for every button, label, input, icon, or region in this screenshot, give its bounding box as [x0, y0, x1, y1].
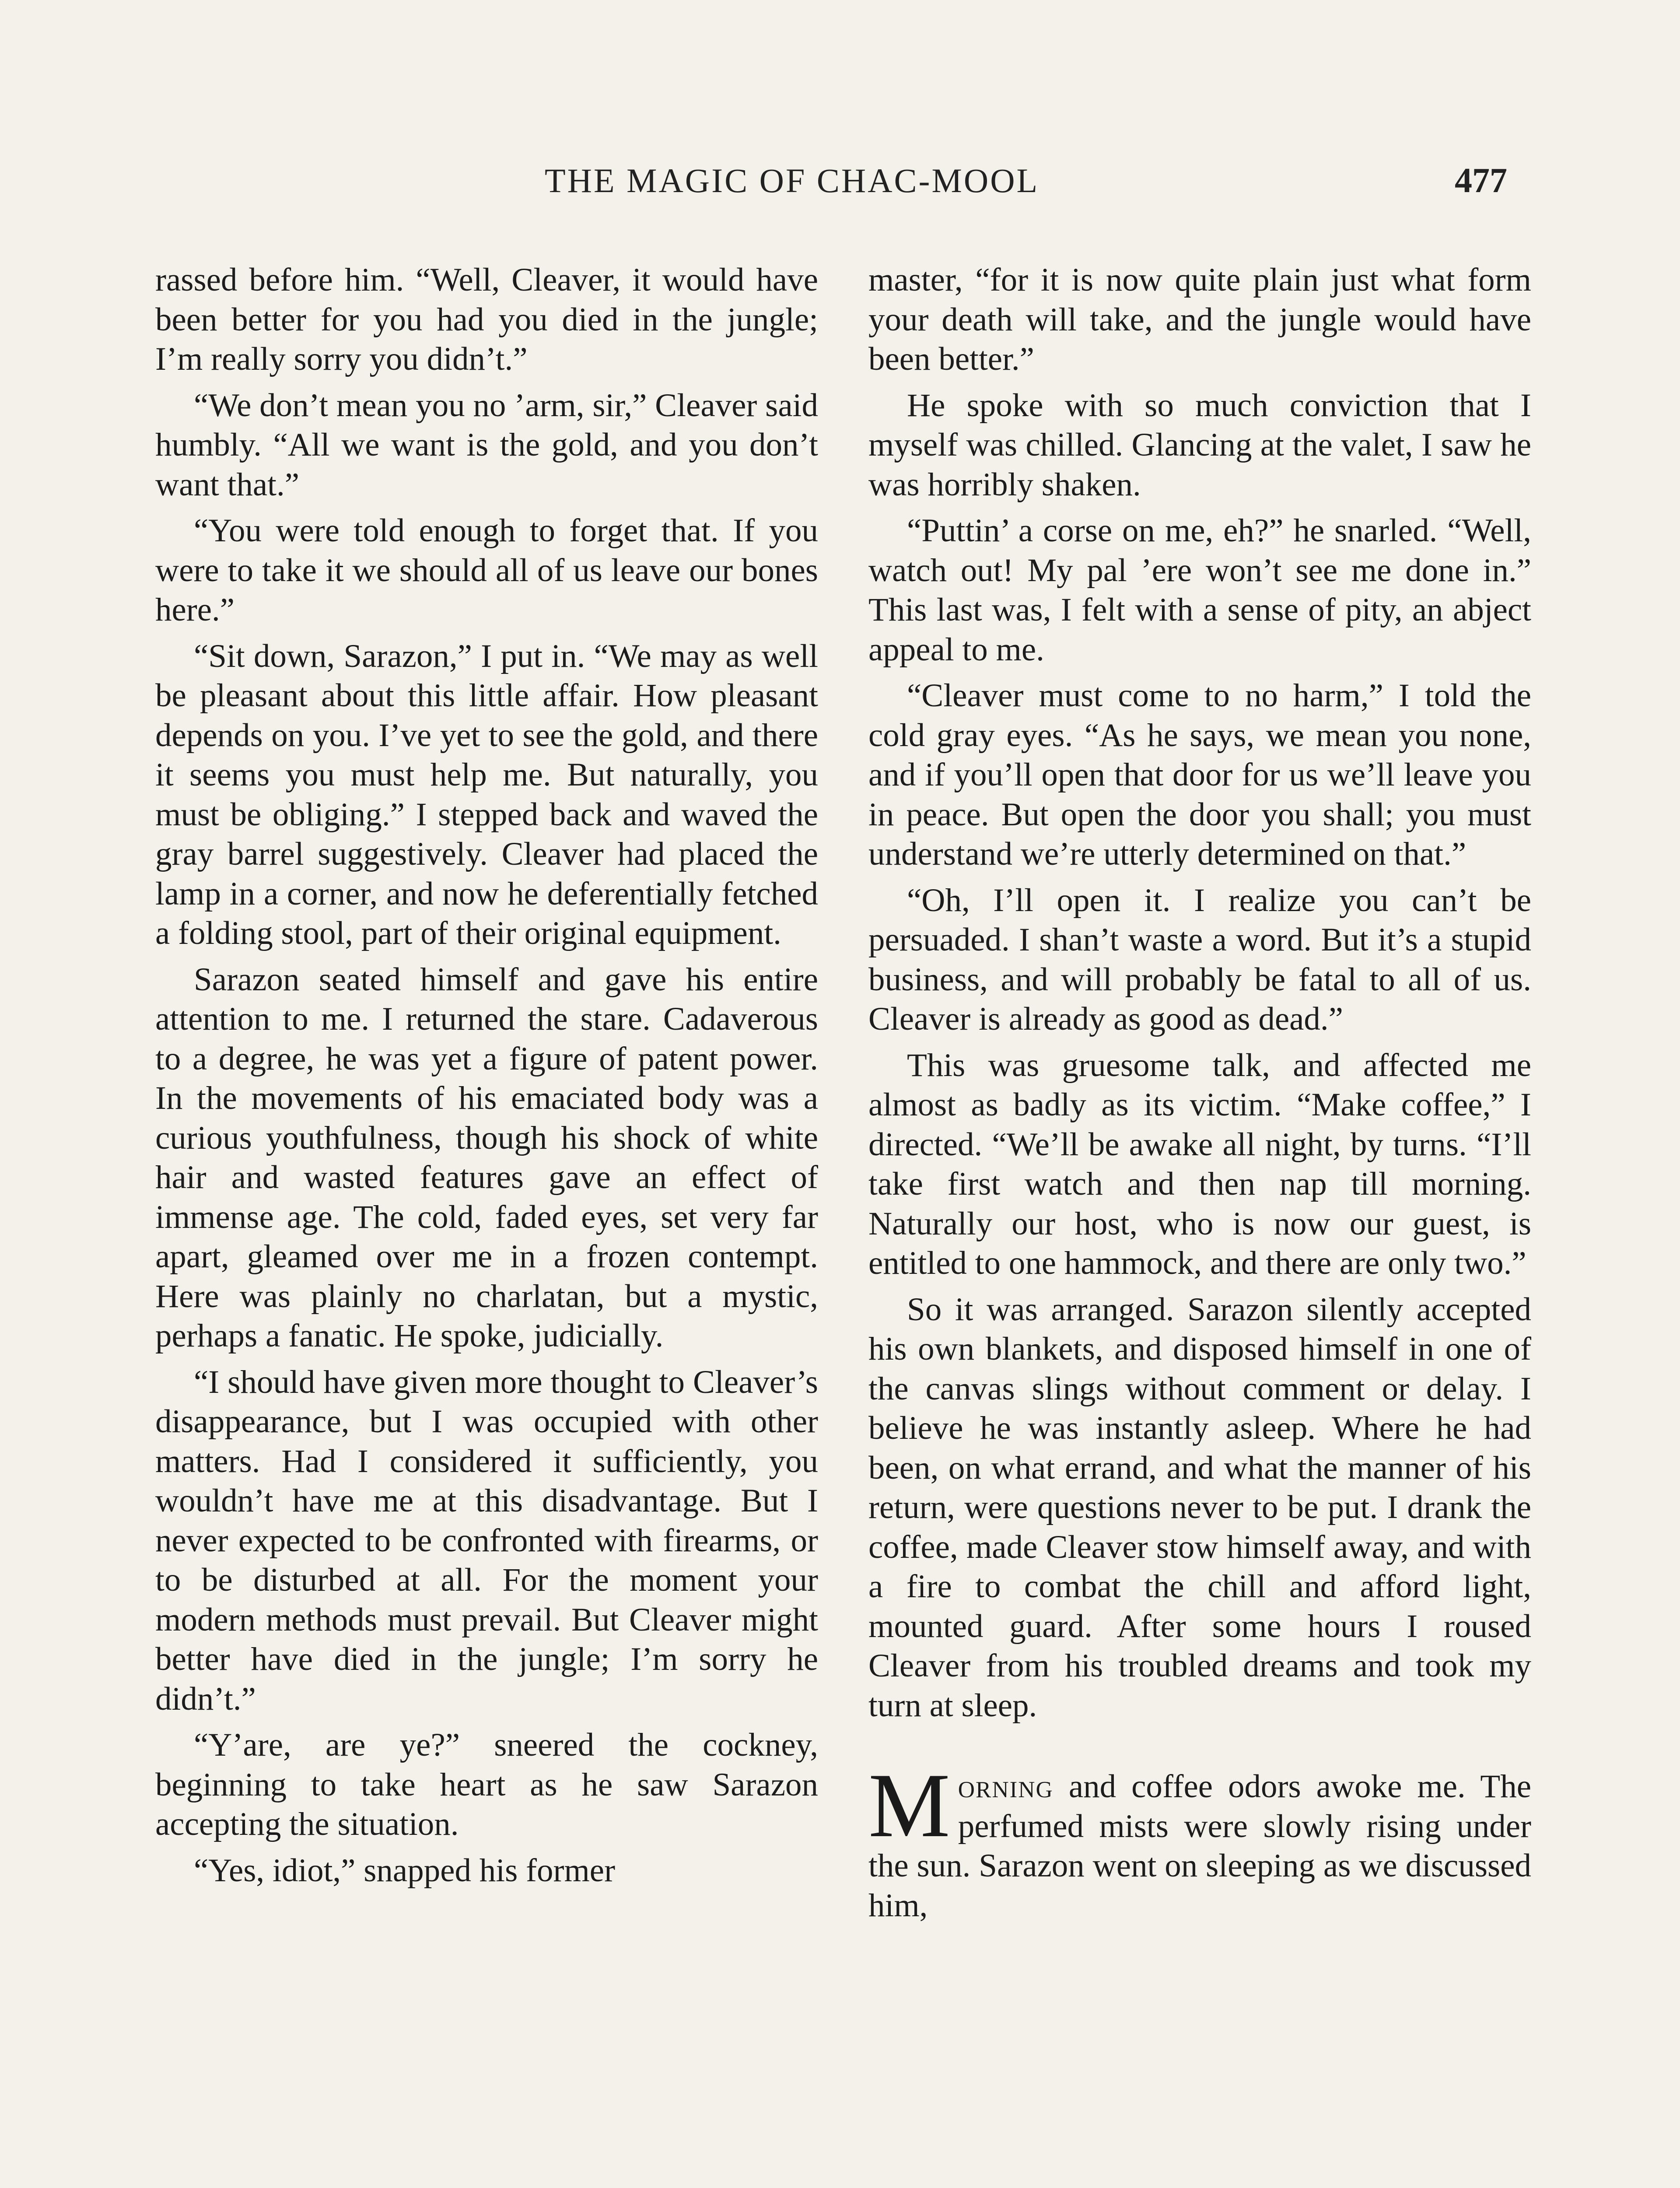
- right-column: [868, 260, 1531, 1932]
- running-title: THE MAGIC OF CHAC-MOOL: [545, 161, 1040, 200]
- paragraph: Sarazon seated himself and gave his entire attention to me. I returned the stare. Cadaverous to a degree, he was yet a figure of patent power. In the movements of his emaciated body was a curious youthfulness, though his shock of white hair and wasted features gave an effect of immense age. The cold, faded eyes, set very far apart, gleamed over me in a frozen contempt. Here was plainly no charlatan, but a mystic, perhaps a fanatic. He spoke, judicially.: [155, 961, 818, 1354]
- running-head: [0, 161, 1680, 214]
- page-number: 477: [1455, 161, 1507, 200]
- paragraph: “Cleaver must come to no harm,” I told the cold gray eyes. “As he says, we mean you none, and if you’ll open that door for us we’ll leave you in peace. But open the door you shall; you must understand we’re utterly determined on that.”: [868, 677, 1531, 872]
- paragraph: “Y’are, are ye?” sneered the cockney, beginning to take heart as he saw Sarazon accepting the situation.: [155, 1727, 818, 1842]
- paragraph: This was gruesome talk, and affected me almost as badly as its victim. “Make coffee,” I directed. “We’ll be awake all night, by turns. “I’ll take first watch and then nap till morning. Naturally our host, who is now our guest, is entitled to one hammock, and there are only two.”: [868, 1047, 1531, 1281]
- paragraph: He spoke with so much conviction that I myself was chilled. Glancing at the valet, I saw he was horribly shaken.: [868, 387, 1531, 503]
- paragraph: rassed before him. “Well, Cleaver, it would have been better for you had you died in the jungle; I’m really sorry you didn’t.”: [155, 262, 818, 377]
- paragraph: “We don’t mean you no ’arm, sir,” Cleaver said humbly. “All we want is the gold, and you don’t want that.”: [155, 387, 818, 503]
- small-caps-lead: orning: [958, 1768, 1054, 1805]
- section-text: and coffee odors awoke me. The perfumed mists were slowly rising under the sun. Sarazon went on sleeping as we discussed him,: [868, 1768, 1531, 1924]
- drop-cap: M: [868, 1755, 950, 1856]
- paragraph: “Yes, idiot,” snapped his former: [194, 1852, 616, 1889]
- paragraph: “I should have given more thought to Cleaver’s disappearance, but I was occupied with other matters. Had I considered it sufficiently, you wouldn’t have me at this disadvantage. But I never expected to be confronted with firearms, or to be disturbed at all. For the moment your modern methods must prevail. But Cleaver might better have died in the jungle; I’m sorry he didn’t.”: [155, 1364, 818, 1717]
- paragraph: “Puttin’ a corse on me, eh?” he snarled. “Well, watch out! My pal ’ere won’t see me done in.” This last was, I felt with a sense of pity, an abject appeal to me.: [868, 512, 1531, 668]
- paragraph: So it was arranged. Sarazon silently accepted his own blankets, and disposed himself in one of the canvas slings without comment or delay. I believe he was instantly asleep. Where he had been, on what errand, and what the manner of his return, were questions never to be put. I drank the coffee, made Cleaver stow himself away, and with a fire to combat the chill and afford light, mounted guard. After some hours I roused Cleaver from his troubled dreams and took my turn at sleep.: [868, 1291, 1531, 1724]
- section-opening-paragraph: [868, 1755, 1531, 1925]
- paragraph: master, “for it is now quite plain just what form your death will take, and the jungle would have been better.”: [868, 262, 1531, 377]
- paragraph: “Oh, I’ll open it. I realize you can’t be persuaded. I shan’t waste a word. But it’s a stupid business, and will probably be fatal to all of us. Cleaver is already as good as dead.”: [868, 882, 1531, 1037]
- paragraph: “Sit down, Sarazon,” I put in. “We may as well be pleasant about this little affair. How pleasant depends on you. I’ve yet to see the gold, and there it seems you must help me. But naturally, you must be obliging.” I stepped back and waved the gray barrel suggestively. Cleaver had placed the lamp in a corner, and now he deferentially fetched a folding stool, part of their original equipment.: [155, 638, 818, 951]
- paragraph: “You were told enough to forget that. If you were to take it we should all of us leave our bones here.”: [155, 512, 818, 628]
- left-column: [155, 260, 818, 1897]
